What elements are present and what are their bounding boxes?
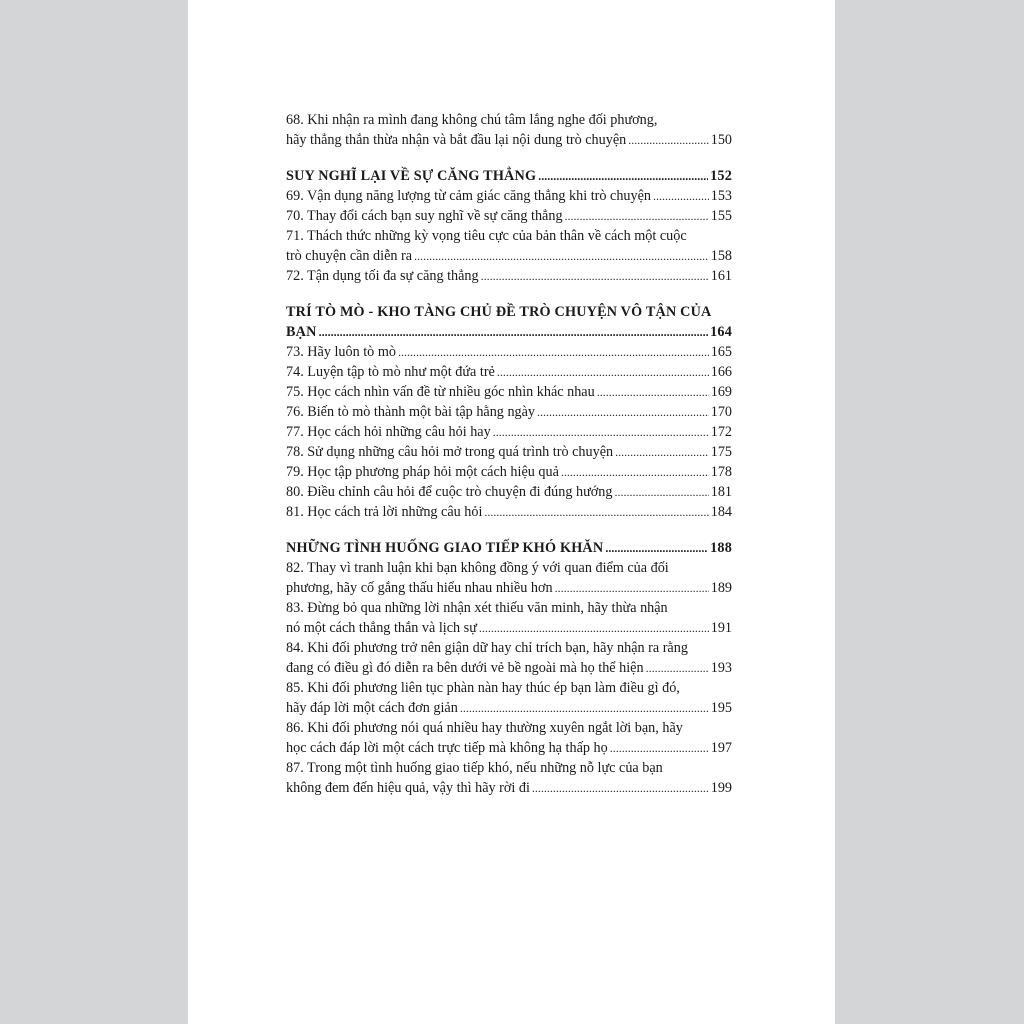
toc-entry [286,718,732,758]
page-number: 195 [710,700,732,716]
dot-leader [319,322,709,342]
dot-leader [561,462,709,482]
section-heading-text: SUY NGHĨ LẠI VỀ SỰ CĂNG THẲNG [286,168,537,184]
toc-entry [286,266,732,286]
toc-entry-last-line [286,778,732,798]
page-number: 178 [710,464,732,480]
toc-entry-last-line [286,362,732,382]
page-number: 150 [710,132,732,148]
toc-entry-last-line [286,382,732,402]
toc-entry-text: 81. Học cách trả lời những câu hỏi [286,504,483,520]
dot-leader [497,362,709,382]
toc-entry-last-line [286,266,732,286]
page-number: 184 [710,504,732,520]
toc-entry-text: 79. Học tập phương pháp hỏi một cách hiệu quả [286,464,559,480]
toc-entry-last-line [286,618,732,638]
page-number: 193 [710,660,732,676]
toc-entry-line: 82. Thay vì tranh luận khi bạn không đồng ý với quan điểm của đối [286,560,669,576]
page-number: 172 [710,424,732,440]
toc-entry-last-line [286,658,732,678]
page-number: 188 [710,540,732,556]
toc-entry [286,226,732,266]
toc-entry-last-line [286,502,732,522]
page-number: 169 [710,384,732,400]
toc-entry-text: trò chuyện cần diễn ra [286,248,413,264]
toc-entry [286,502,732,522]
toc-entry [286,362,732,382]
section-heading-line: TRÍ TÒ MÒ - KHO TÀNG CHỦ ĐỀ TRÒ CHUYỆN VÔ TẬN CỦA [286,304,712,320]
toc-entry-line: 87. Trong một tình huống giao tiếp khó, nếu những nỗ lực của bạn [286,760,663,776]
toc-section [286,110,732,150]
toc-entry-last-line [286,186,732,206]
toc-entry [286,342,732,362]
page-number: 166 [710,364,732,380]
dot-leader [484,502,708,522]
toc-entry [286,186,732,206]
dot-leader [537,402,709,422]
toc-entry-last-line [286,246,732,266]
section-heading [286,166,732,186]
toc-entry-text: không đem đến hiệu quả, vậy thì hãy rời đi [286,780,530,796]
toc-entry [286,402,732,422]
dot-leader [398,342,709,362]
toc-entry-last-line [286,342,732,362]
toc-entry-text: 70. Thay đổi cách bạn suy nghĩ về sự căng thẳng [286,208,563,224]
toc-section [286,302,732,522]
toc-entry [286,482,732,502]
toc-entry-last-line [286,738,732,758]
toc-entry-text: 74. Luyện tập tò mò như một đứa trẻ [286,364,495,380]
section-heading-last-line [286,166,732,186]
toc-entry-text: hãy đáp lời một cách đơn giản [286,700,458,716]
dot-leader [414,246,709,266]
toc-entry-last-line [286,482,732,502]
toc-entry-last-line [286,578,732,598]
page-number: 153 [710,188,732,204]
section-heading-text: BẠN [286,324,317,340]
dot-leader [479,618,709,638]
page-number: 181 [710,484,732,500]
toc-entry-last-line [286,462,732,482]
toc-entry-line: 84. Khi đối phương trở nên giận dữ hay chỉ trích bạn, hãy nhận ra rằng [286,640,688,656]
section-heading-last-line [286,538,732,558]
page-number: 155 [710,208,732,224]
section-heading-text: NHỮNG TÌNH HUỐNG GIAO TIẾP KHÓ KHĂN [286,540,604,556]
toc-entry [286,442,732,462]
toc-entry [286,638,732,678]
toc-entry-text: 72. Tận dụng tối đa sự căng thẳng [286,268,479,284]
toc-entry-text: 78. Sử dụng những câu hỏi mở trong quá trình trò chuyện [286,444,614,460]
page-number: 164 [710,324,732,340]
page-number: 191 [710,620,732,636]
toc-entry-line: 85. Khi đối phương liên tục phàn nàn hay thúc ép bạn làm điều gì đó, [286,680,680,696]
toc-entry [286,678,732,718]
dot-leader [481,266,709,286]
dot-leader [555,578,709,598]
table-of-contents [286,110,732,814]
toc-entry [286,462,732,482]
toc-entry [286,382,732,402]
section-heading [286,302,732,342]
dot-leader [538,166,708,186]
toc-entry-text: 80. Điều chỉnh câu hỏi để cuộc trò chuyện đi đúng hướng [286,484,613,500]
page-number: 175 [710,444,732,460]
toc-entry [286,758,732,798]
toc-entry-last-line [286,442,732,462]
dot-leader [653,186,709,206]
page-number: 170 [710,404,732,420]
toc-entry-text: đang có điều gì đó diễn ra bên dưới vẻ bề ngoài mà họ thể hiện [286,660,644,676]
toc-section [286,166,732,286]
toc-entry [286,558,732,598]
page-number: 199 [710,780,732,796]
dot-leader [615,442,709,462]
toc-entry-last-line [286,422,732,442]
toc-entry-text: phương, hãy cố gắng thấu hiểu nhau nhiều hơn [286,580,553,596]
toc-section [286,538,732,798]
toc-entry-last-line [286,698,732,718]
section-heading-last-line [286,322,732,342]
dot-leader [628,130,709,150]
toc-entry-text: 75. Học cách nhìn vấn đề từ nhiều góc nhìn khác nhau [286,384,595,400]
page-number: 165 [710,344,732,360]
toc-entry-text: 73. Hãy luôn tò mò [286,344,396,360]
page-number: 197 [710,740,732,756]
toc-entry-text: 69. Vận dụng năng lượng từ cảm giác căng thẳng khi trò chuyện [286,188,652,204]
dot-leader [614,482,708,502]
dot-leader [532,778,709,798]
page-number: 189 [710,580,732,596]
toc-entry-line: 68. Khi nhận ra mình đang không chú tâm lắng nghe đối phương, [286,112,658,128]
section-heading [286,538,732,558]
toc-entry [286,598,732,638]
toc-entry-text: nó một cách thẳng thắn và lịch sự [286,620,477,636]
toc-entry-line: 83. Đừng bỏ qua những lời nhận xét thiếu văn minh, hãy thừa nhận [286,600,668,616]
toc-entry-text: hãy thẳng thắn thừa nhận và bắt đầu lại nội dung trò chuyện [286,132,627,148]
dot-leader [460,698,709,718]
page-number: 158 [710,248,732,264]
dot-leader [493,422,709,442]
toc-entry-text: 76. Biến tò mò thành một bài tập hằng ngày [286,404,536,420]
toc-entry [286,206,732,226]
toc-entry-line: 86. Khi đối phương nói quá nhiều hay thường xuyên ngắt lời bạn, hãy [286,720,683,736]
page-number: 152 [710,168,732,184]
toc-entry-text: học cách đáp lời một cách trực tiếp mà không hạ thấp họ [286,740,608,756]
dot-leader [646,658,709,678]
dot-leader [610,738,709,758]
dot-leader [597,382,709,402]
toc-entry-line: 71. Thách thức những kỳ vọng tiêu cực của bản thân về cách một cuộc [286,228,687,244]
toc-entry-last-line [286,130,732,150]
dot-leader [565,206,709,226]
page-number: 161 [710,268,732,284]
toc-entry-last-line [286,402,732,422]
toc-entry [286,110,732,150]
toc-entry-text: 77. Học cách hỏi những câu hỏi hay [286,424,491,440]
toc-entry [286,422,732,442]
dot-leader [605,538,708,558]
toc-entry-last-line [286,206,732,226]
